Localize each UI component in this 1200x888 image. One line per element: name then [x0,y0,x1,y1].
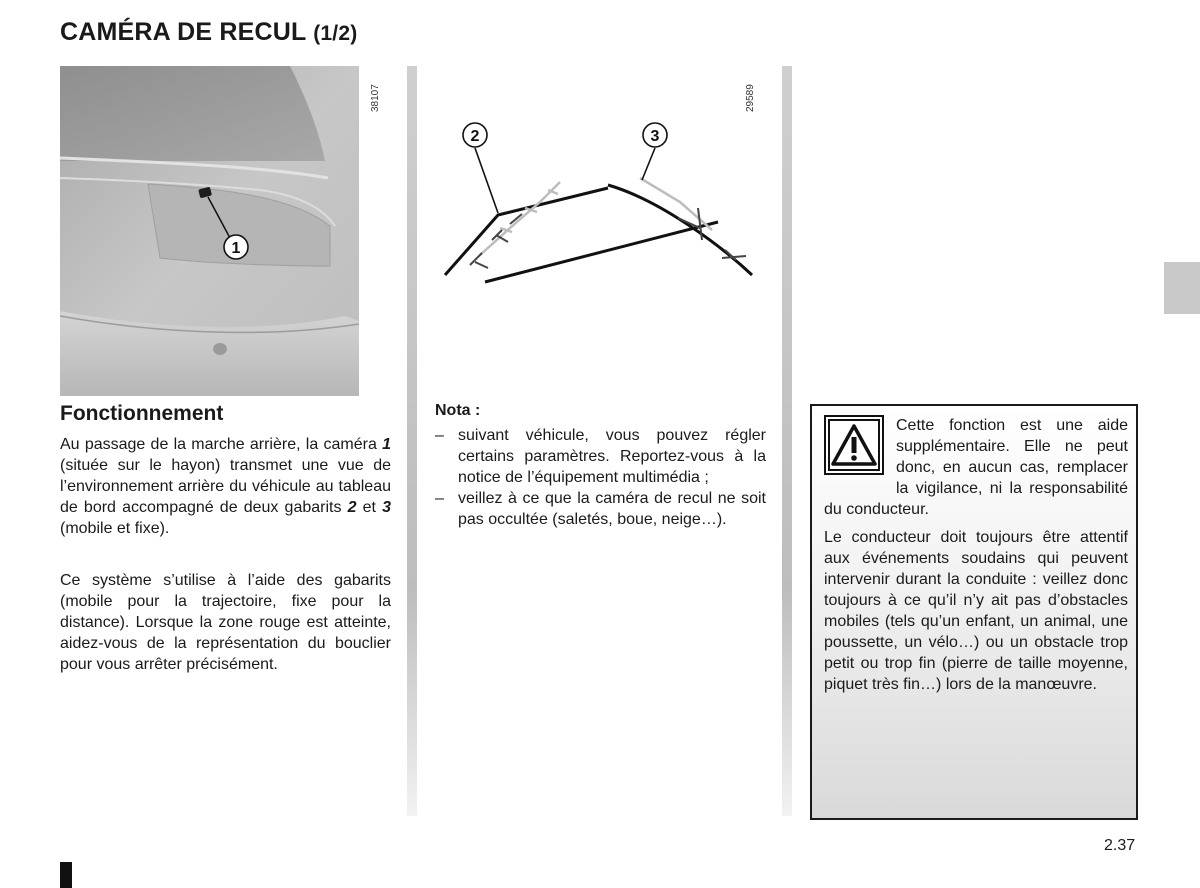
p1-text-a: Au passage de la marche arrière, la caméra [60,436,383,453]
column-divider-left [407,66,417,816]
column-divider-right [782,66,792,816]
warning-triangle-icon [824,415,896,487]
rear-camera-illustration [60,66,359,396]
list-item [435,488,766,530]
p1-ref-2: 2 [347,499,357,516]
callout-3-label: 3 [650,128,660,145]
figure1-ref: 38107 [370,84,381,112]
p1-text-b: (située sur le hayon) transmet une vue de l’environnement arrière du véhicule au tableau de bord accompagné de deux gabarits [60,457,391,516]
nota-item-1: suivant véhicule, vous pouvez régler certains paramètres. Reportez-vous à la notice de l’équipement multimédia ; [458,427,766,486]
p1-text-c: et [356,499,383,516]
callout-2-label: 2 [470,128,480,145]
warning-box [810,404,1138,820]
paragraph-usage: Ce système s’utilise à l’aide des gabarits (mobile pour la trajectoire, fixe pour la distance). Lorsque la zone rouge est atteinte, aidez-vous de la représentation du bouclier pour vous arrêter précisément. [60,572,391,673]
figure2-ref: 29589 [745,84,756,112]
page-number: 2.37 [1104,837,1136,854]
list-dash: – [435,490,444,507]
callout-1-label: 1 [231,240,241,257]
warning-text-2: Le conducteur doit toujours être attentif aux événements soudains qui peuvent intervenir durant la conduite : veillez donc toujours à ce qu’il n’y ait pas d’obstacles mobiles (tels qu’un enfant, un animal, une poussette, un vélo…) ou un obstacle trop petit ou trop fin (pierre de taille moyenne, piquet très fin…) lors de la manœuvre. [824,529,1128,693]
footer-mark [60,862,72,888]
nota-heading: Nota : [435,402,481,419]
p1-text-d: (mobile et fixe). [60,520,170,537]
guidelines-diagram [430,110,760,290]
nota-list [435,425,766,530]
page-title-text: CAMÉRA DE RECUL [60,18,307,46]
list-dash: – [435,427,444,444]
p1-ref-1: 1 [382,436,391,453]
nota-item-2: veillez à ce que la caméra de recul ne soit pas occultée (saletés, boue, neige…). [458,490,766,528]
warning-text-1 [824,415,1128,520]
page-title-part: (1/2) [313,22,358,45]
section-heading: Fonctionnement [60,402,224,425]
warning-text-1-content: Cette fonction est une aide supplémentaire. Elle ne peut donc, en aucun cas, remplacer la vigilance, ni la responsabilité du conducteur. [824,417,1128,518]
p1-ref-3: 3 [382,499,391,516]
page-title [60,18,357,47]
paragraph-operation [60,434,391,539]
list-item [435,425,766,488]
section-tab [1164,262,1200,314]
